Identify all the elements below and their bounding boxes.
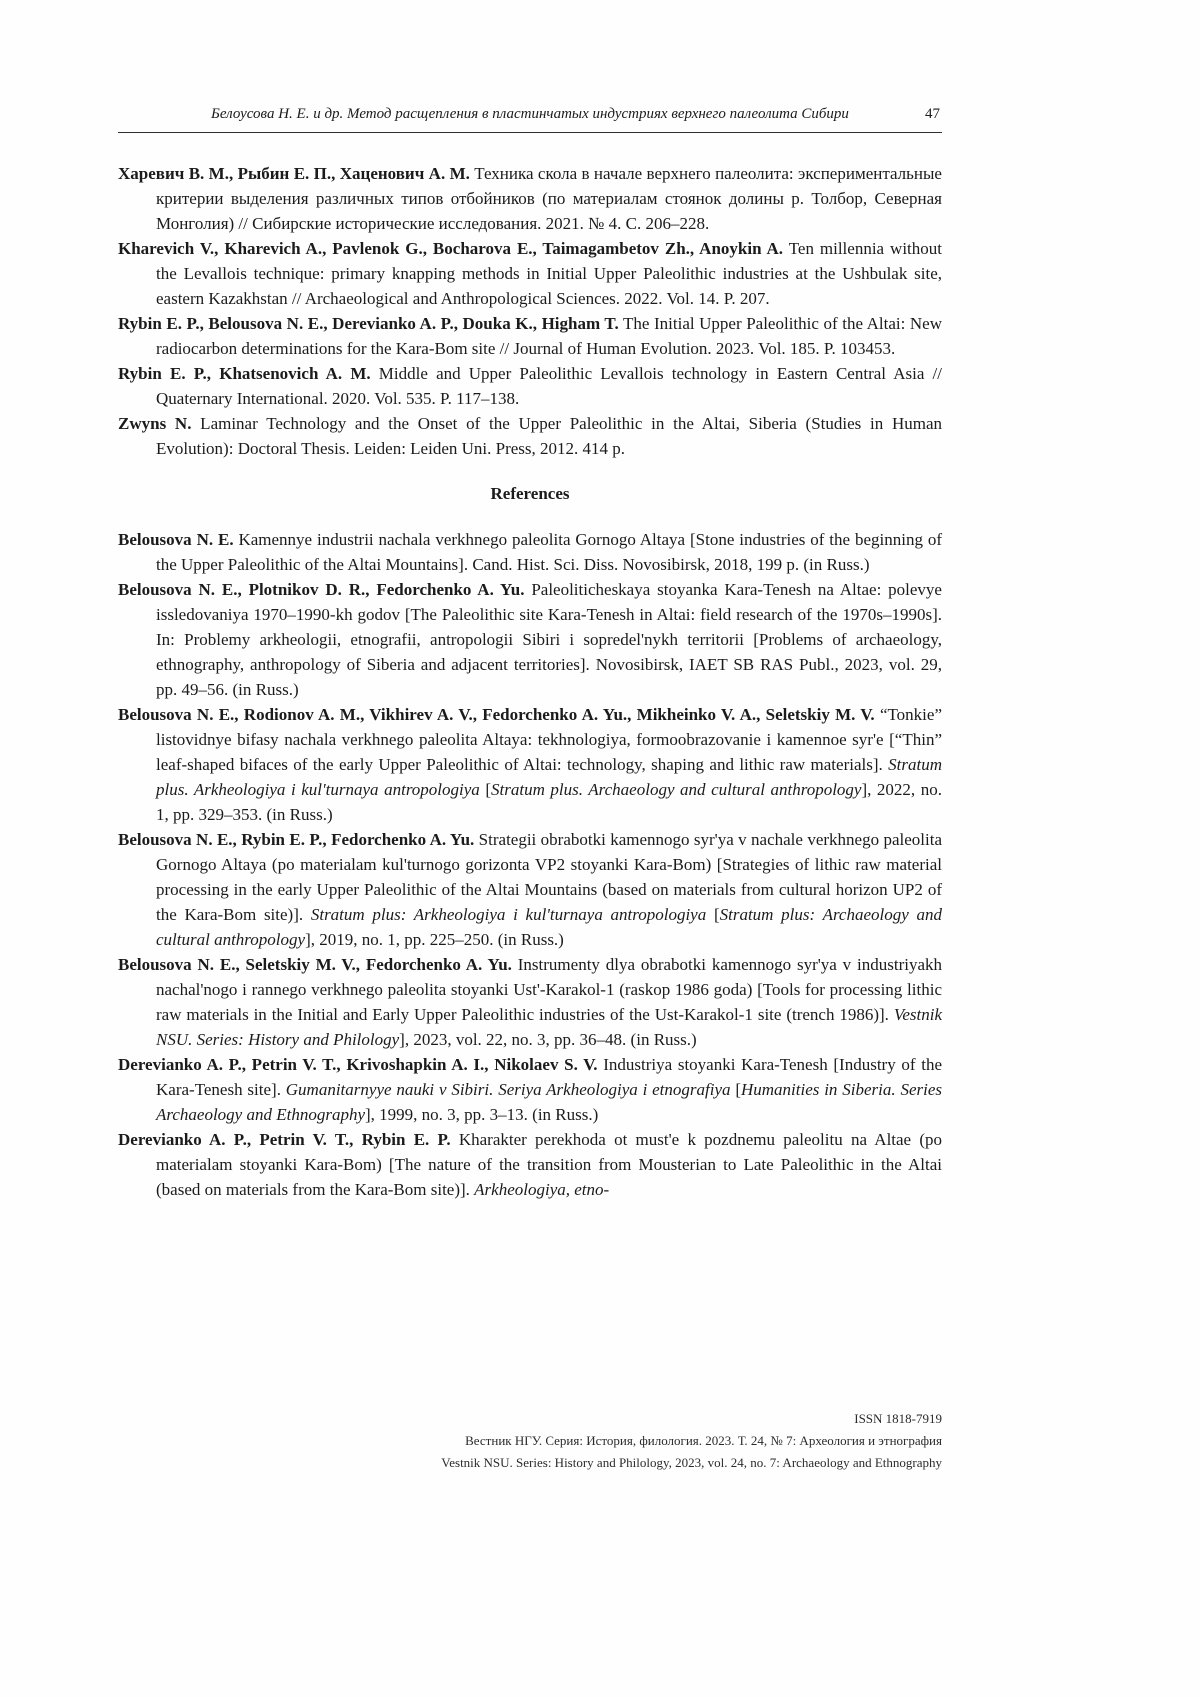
journal-title-translation-italic: Humanities in Siberia. Series Archaeology and Ethnography — [156, 1080, 942, 1124]
reference-text: ], 2022, no. 1, pp. 329–353. (in Russ.) — [156, 780, 942, 824]
references-russian-section — [118, 161, 942, 461]
reference-entry — [118, 361, 942, 411]
page-footer — [118, 1408, 942, 1474]
reference-text: The Initial Upper Paleolithic of the Altai: New radiocarbon determinations for the Kara-Bom site // Journal of Human Evolution. 2023. Vol. 185. P. 103453. — [156, 314, 942, 358]
journal-title-italic: Stratum plus. Arkheologiya i kul'turnaya antropologiya — [156, 755, 942, 799]
footer-journal-line-ru: Вестник НГУ. Серия: История, филология. 2023. Т. 24, № 7: Археология и этнография — [465, 1433, 942, 1448]
reference-text: Middle and Upper Paleolithic Levallois technology in Eastern Central Asia // Quaternary International. 2020. Vol. 535. P. 117–138. — [156, 364, 942, 408]
reference-entry — [118, 1127, 942, 1202]
reference-text: Kharakter perekhoda ot must'e k pozdnemu paleolitu na Altae (po materialam stoyanki Kara-Bom) [The nature of the transition from Mousterian to Late Paleolithic in the Altai (based on materials from the Kara-Bom site)]. — [156, 1130, 942, 1199]
reference-text: ], 2023, vol. 22, no. 3, pp. 36–48. (in Russ.) — [399, 1030, 697, 1049]
reference-entry — [118, 311, 942, 361]
reference-entry — [118, 527, 942, 577]
reference-authors: Belousova N. E., Rybin E. P., Fedorchenko A. Yu. — [118, 830, 475, 849]
running-head-authors: Белоусова Н. Е. и др. — [211, 106, 348, 122]
reference-text: Paleoliticheskaya stoyanka Kara-Tenesh na Altae: polevye issledovaniya 1970–1990-kh godov [The Paleolithic site Kara-Tenesh in Altai: field research of the 1970s–1990s]. In: Problemy arkheologii, etnografii, antropologii Sibiri i sopredel'nykh territorii [Problems of archaeology, ethnography, anthropology of Siberia and adjacent territories]. Novosibirsk, IAET SB RAS Publ., 2023, vol. 29, pp. 49–56. (in Russ.) — [156, 580, 942, 699]
reference-entry — [118, 702, 942, 827]
reference-text: Industriya stoyanki Kara-Tenesh [Industry of the Kara-Tenesh site]. — [156, 1055, 942, 1099]
reference-authors: Rybin E. P., Belousova N. E., Derevianko A. P., Douka K., Higham T. — [118, 314, 619, 333]
journal-title-italic: Vestnik NSU. Series: History and Philology — [156, 1005, 942, 1049]
reference-text: Техника скола в начале верхнего палеолита: экспериментальные критерии выделения различных типов отбойников (по материалам стоянок долины р. Толбор, Северная Монголия) // Сибирские исторические исследования. 2021. № 4. С. 206–228. — [156, 164, 942, 233]
reference-text: Instrumenty dlya obrabotki kamennogo syr'ya v industriyakh nachal'nogo i rannego verkhnego paleolita stoyanki Ust'-Karakol-1 (raskop 1986 goda) [Tools for processing lithic raw materials in the Initial and Early Upper Paleolithic industries of the Ust-Karakol-1 site (trench 1986)]. — [156, 955, 943, 1024]
footer-issn: ISSN 1818-7919 — [854, 1411, 942, 1426]
reference-text: ], 2019, no. 1, pp. 225–250. (in Russ.) — [305, 930, 564, 949]
reference-text: Strategii obrabotki kamennogo syr'ya v nachale verkhnego paleolita Gornogo Altaya (po materialam kul'turnogo gorizonta VP2 stoyanki Kara-Bom) [Strategies of lithic raw material processing in the early Upper Paleolithic of the Altai Mountains (based on materials from cultural horizon UP2 of the Kara-Bom site)]. — [156, 830, 942, 924]
reference-text: Kamennye industrii nachala verkhnego paleolita Gornogo Altaya [Stone industries of the beginning of the Upper Paleolithic of the Altai Mountains]. Cand. Hist. Sci. Diss. Novosibirsk, 2018, 199 p. (in Russ.) — [156, 530, 942, 574]
reference-text: “Tonkie” listovidnye bifasy nachala verkhnego paleolita Altaya: tekhnologiya, formoobrazovanie i kamennoe syr'e [“Thin” leaf-shaped bifaces of the early Upper Paleolithic of Altai: technology, shaping and lithic raw materials]. — [156, 705, 942, 774]
page-number: 47 — [925, 106, 940, 122]
references-heading: References — [490, 484, 570, 503]
references-transliterated-section — [118, 527, 942, 1202]
reference-entry — [118, 577, 942, 702]
reference-authors: Rybin E. P., Khatsenovich A. M. — [118, 364, 371, 383]
reference-authors: Харевич В. М., Рыбин Е. П., Хаценович А. М. — [118, 164, 470, 183]
journal-title-italic: Gumanitarnyye nauki v Sibiri. Seriya Arkheologiya i etnografiya — [285, 1080, 731, 1099]
reference-authors: Derevianko A. P., Petrin V. T., Krivoshapkin A. I., Nikolaev S. V. — [118, 1055, 598, 1074]
journal-title-italic: Stratum plus: Arkheologiya i kul'turnaya antropologiya — [310, 905, 707, 924]
reference-entry — [118, 161, 942, 236]
reference-entry — [118, 827, 942, 952]
journal-title-italic: Arkheologiya, etno- — [474, 1180, 610, 1199]
running-head-title: Метод расщепления в пластинчатых индустриях верхнего палеолита Сибири — [347, 106, 849, 122]
reference-text: ], 1999, no. 3, pp. 3–13. (in Russ.) — [365, 1105, 599, 1124]
footer-journal-line-en: Vestnik NSU. Series: History and Philology, 2023, vol. 24, no. 7: Archaeology and Ethnography — [441, 1455, 942, 1470]
reference-text: [ — [730, 1080, 741, 1099]
journal-title-translation-italic: Stratum plus. Archaeology and cultural anthropology — [491, 780, 862, 799]
reference-text: Laminar Technology and the Onset of the Upper Paleolithic in the Altai, Siberia (Studies in Human Evolution): Doctoral Thesis. Leiden: Leiden Uni. Press, 2012. 414 p. — [156, 414, 942, 458]
reference-authors: Belousova N. E. — [118, 530, 234, 549]
running-head — [118, 104, 942, 133]
journal-title-translation-italic: Stratum plus: Archaeology and cultural anthropology — [156, 905, 943, 949]
reference-authors: Derevianko A. P., Petrin V. T., Rybin E. P. — [118, 1130, 451, 1149]
reference-text: [ — [706, 905, 720, 924]
reference-text: Ten millennia without the Levallois technique: primary knapping methods in Initial Upper Paleolithic industries at the Ushbulak site, eastern Kazakhstan // Archaeological and Anthropological Sciences. 2022. Vol. 14. P. 207. — [156, 239, 942, 308]
reference-authors: Belousova N. E., Rodionov A. M., Vikhirev A. V., Fedorchenko A. Yu., Mikheinko V. A., Seletskiy M. V. — [118, 705, 875, 724]
reference-entry — [118, 952, 942, 1052]
reference-authors: Kharevich V., Kharevich A., Pavlenok G., Bocharova E., Taimagambetov Zh., Anoykin A. — [118, 239, 784, 258]
reference-entry — [118, 1052, 942, 1127]
page-content — [118, 104, 942, 1202]
reference-authors: Zwyns N. — [118, 414, 192, 433]
reference-entry — [118, 236, 942, 311]
reference-authors: Belousova N. E., Plotnikov D. R., Fedorchenko A. Yu. — [118, 580, 525, 599]
reference-entry — [118, 411, 942, 461]
reference-authors: Belousova N. E., Seletskiy M. V., Fedorchenko A. Yu. — [118, 955, 512, 974]
reference-text: [ — [479, 780, 492, 799]
